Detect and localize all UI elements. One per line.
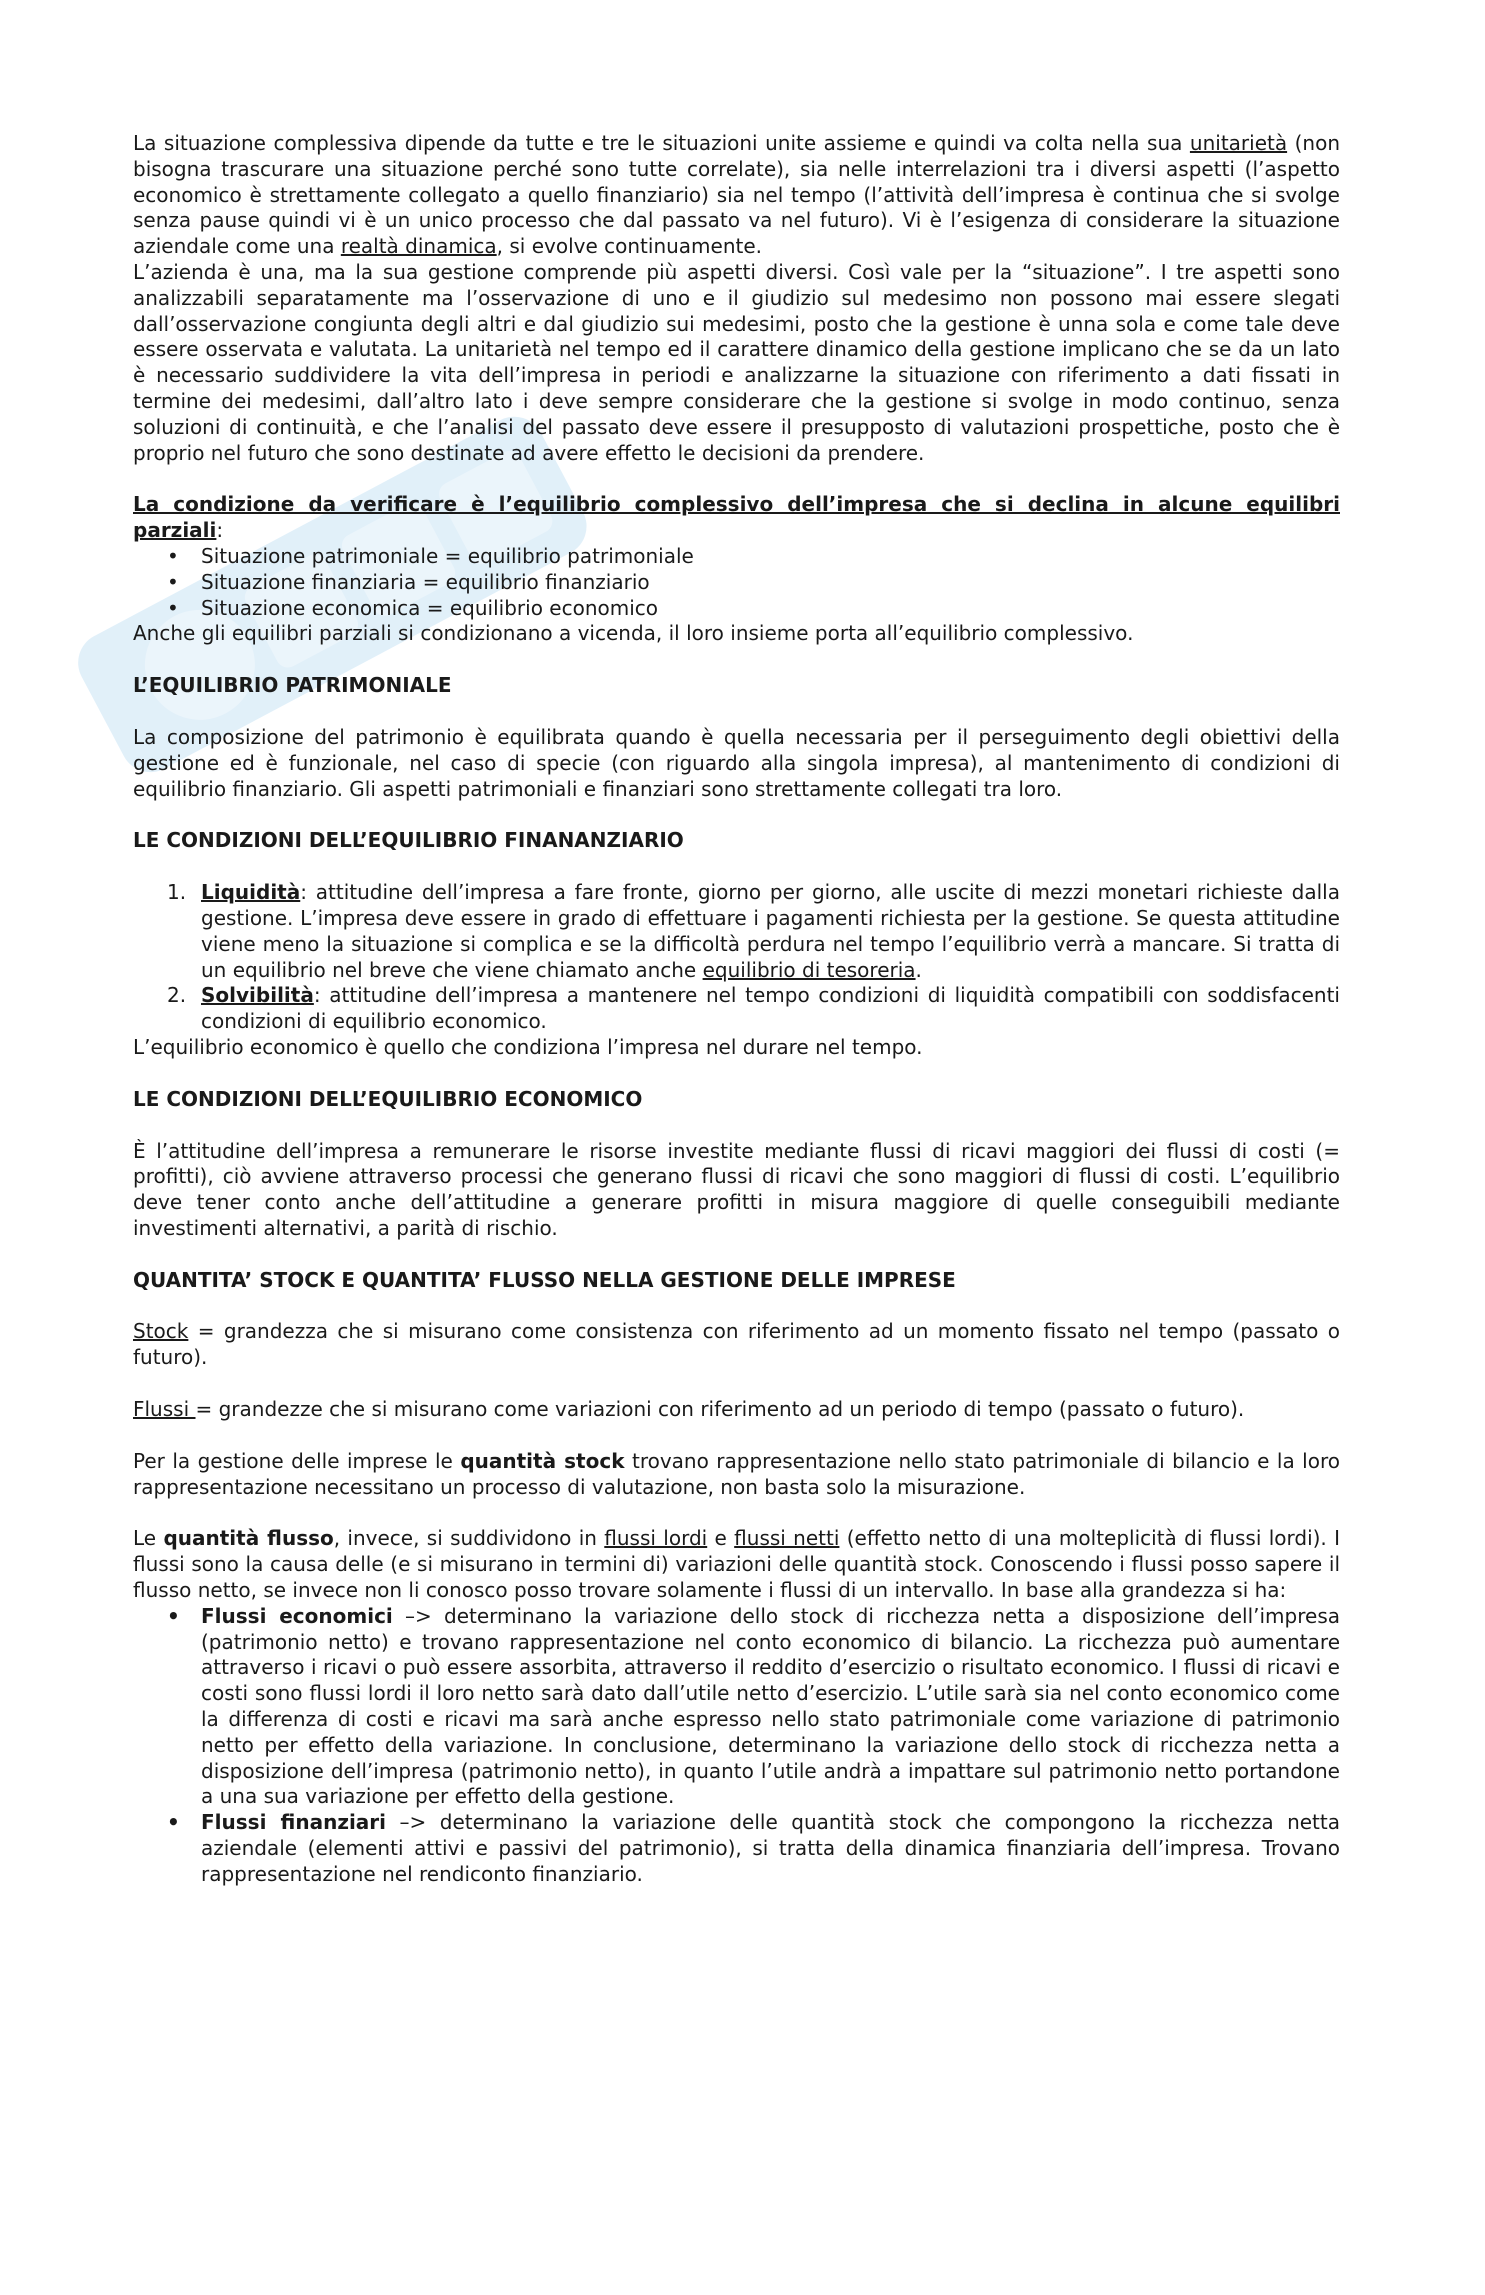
stock-definition: Stock = grandezza che si misurano come consistenza con riferimento ad un momento fissato nel tempo (passato o futuro).: [133, 1319, 1340, 1370]
document-body: [133, 131, 1340, 1888]
list-item: • Flussi economici –> determinano la variazione dello stock di ricchezza netta a disposizione dell’impresa (patrimonio netto) e trovano rappresentazione nel conto economico di bilancio. La ricchezza può aumentare attraverso i ricavi o può essere assorbita, attraverso il reddito d’esercizio o risultato economico. I flussi di ricavi e costi sono flussi lordi il loro netto sarà dato dall’utile netto d’esercizio. L’utile sarà sia nel conto economico come la differenza di costi e ricavi ma sarà anche espresso nello stato patrimoniale come variazione di patrimonio netto per effetto della variazione. In conclusione, determinano la variazione dello stock di ricchezza netta a disposizione dell’impresa (patrimonio netto), in quanto l’utile andrà a impattare sul patrimonio netto portandone a una sua variazione per effetto della gestione.: [167, 1603, 1340, 1809]
flussi-definition: Flussi = grandezze che si misurano come variazioni con riferimento ad un periodo di tempo (passato o futuro).: [133, 1397, 1245, 1422]
section-title-finanziario: LE CONDIZIONI DELL’EQUILIBRIO FINANANZIARIO: [133, 828, 684, 853]
flussi-list: [133, 1604, 1340, 1888]
section-title-economico: LE CONDIZIONI DELL’EQUILIBRIO ECONOMICO: [133, 1086, 643, 1111]
quantita-stock-paragraph: Per la gestione delle imprese le quantità stock trovano rappresentazione nello stato patrimoniale di bilancio e la loro rappresentazione necessitano un processo di valutazione, non basta solo la misurazione.: [133, 1448, 1340, 1499]
quantita-flusso-paragraph: Le quantità flusso, invece, si suddividono in flussi lordi e flussi netti (effetto netto di una molteplicità di flussi lordi). I flussi sono la causa delle (e si misurano in termini di) variazioni delle quantità stock. Conoscendo i flussi posso sapere il flusso netto, se invece non li conosco posso trovare solamente i flussi di un intervallo. In base alla grandezza si ha:: [133, 1526, 1341, 1603]
finanziario-closing: L’equilibrio economico è quello che condiziona l’impresa nel durare nel tempo.: [133, 1034, 923, 1059]
list-item: • Flussi finanziari –> determinano la variazione delle quantità stock che compongono la ricchezza netta aziendale (elementi attivi e passivi del patrimonio), si tratta della dinamica finanziaria dell’impresa. Trovano rappresentazione nel rendiconto finanziario.: [167, 1810, 1340, 1886]
intro-paragraph-2: L’azienda è una, ma la sua gestione comprende più aspetti diversi. Così vale per la “situazione”. I tre aspetti sono analizzabili separatamente ma l’osservazione di uno e il giudizio sul medesimo non possono mai essere slegati dall’osservazione congiunta degli altri e dal giudizio sui medesimi, posto che la gestione è unna sola e come tale deve essere osservata e valutata. La unitarietà nel tempo ed il carattere dinamico della gestione implicano che se da un lato è necessario suddividere la vita dell’impresa in periodi e analizzarne la situazione con riferimento a dati fissati in termine dei medesimi, dall’altro lato i deve sempre considerare che la gestione si svolge in modo continuo, senza soluzioni di continuità, e che l’analisi del passato deve essere il presupposto di valutazioni prospettiche, posto che è proprio nel futuro che sono destinate ad avere effetto le decisioni da prendere.: [133, 259, 1340, 465]
finanziario-list: [133, 880, 1340, 1035]
patrimoniale-text: La composizione del patrimonio è equilibrata quando è quella necessaria per il perseguimento degli obiettivi della gestione ed è funzionale, nel caso di specie (con riguardo alla singola impresa), al mantenimento di condizioni di equilibrio finanziario. Gli aspetti patrimoniali e finanziari sono strettamente collegati tra loro.: [133, 724, 1340, 801]
section-title-quantita: QUANTITA’ STOCK E QUANTITA’ FLUSSO NELLA GESTIONE DELLE IMPRESE: [133, 1267, 956, 1292]
list-item: 1. Liquidità: attitudine dell’impresa a fare fronte, giorno per giorno, alle uscite di mezzi monetari richieste dalla gestione. L’impresa deve essere in grado di effettuare i pagamenti richiesta per la gestione. Se questa attitudine viene meno la situazione si complica e se la difficoltà perdura nel tempo l’equilibrio verrà a mancare. Si tratta di un equilibrio nel breve che viene chiamato anche equilibrio di tesoreria.: [167, 880, 1340, 982]
intro-paragraph-1: La situazione complessiva dipende da tutte e tre le situazioni unite assieme e quindi va colta nella sua unitarietà (non bisogna trascurare una situazione perché sono tutte correlate), sia nelle interrelazioni tra i diversi aspetti (l’aspetto economico è strettamente collegato a quello finanziario) sia nel tempo (l’attività dell’impresa è continua che si svolge senza pause quindi vi è un unico processo che dal passato va nel futuro). Vi è l’esigenza di considerare la situazione aziendale come una realtà dinamica, si evolve continuamente.: [133, 131, 1341, 259]
list-item: • Situazione patrimoniale = equilibrio patrimoniale: [167, 543, 694, 568]
equilibrio-closing: Anche gli equilibri parziali si condizionano a vicenda, il loro insieme porta all’equilibrio complessivo.: [133, 621, 1134, 646]
list-item: • Situazione finanziaria = equilibrio finanziario: [167, 569, 650, 594]
section-title-patrimoniale: L’EQUILIBRIO PATRIMONIALE: [133, 673, 452, 698]
list-item: 2. Solvibilità: attitudine dell’impresa a mantenere nel tempo condizioni di liquidità compatibili con soddisfacenti condizioni di equilibrio economico.: [167, 983, 1340, 1034]
equilibrio-heading: La condizione da verificare è l’equilibrio complessivo dell’impresa che si declina in alcune equilibri parziali:: [133, 492, 1340, 543]
list-item: • Situazione economica = equilibrio economico: [167, 595, 659, 620]
equilibri-parziali-list: [133, 544, 1340, 621]
economico-text: È l’attitudine dell’impresa a remunerare le risorse investite mediante flussi di ricavi maggiori dei flussi di costi (= profitti), ciò avviene attraverso processi che generano flussi di ricavi che sono maggiori di flussi di costi. L’equilibrio deve tener conto anche dell’attitudine a generare profitti in misura maggiore di quelle conseguibili mediante investimenti alternativi, a parità di rischio.: [133, 1138, 1340, 1240]
